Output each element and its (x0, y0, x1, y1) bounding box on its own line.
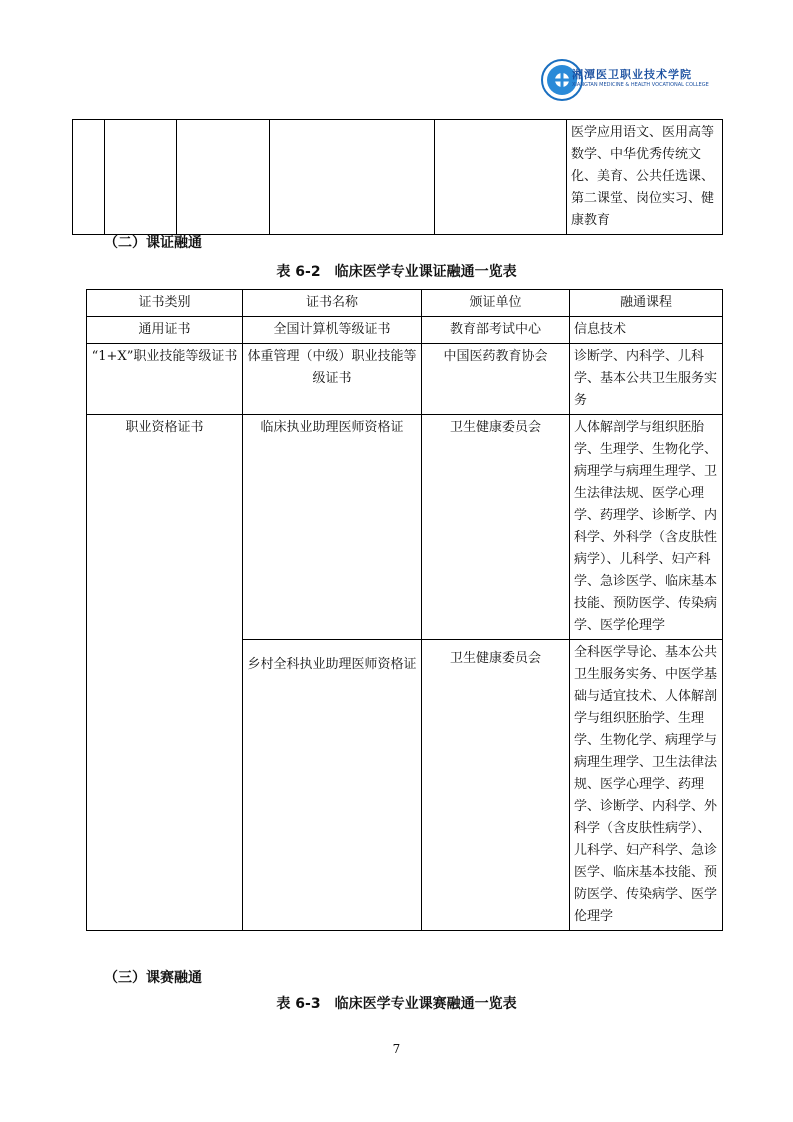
table-cell (105, 120, 177, 235)
table-cell: 教育部考试中心 (422, 317, 570, 344)
table-cell: 医学应用语文、医用高等数学、中华优秀传统文化、美育、公共任选课、第二课堂、岗位实习、健康教育 (567, 120, 723, 235)
table-row (87, 344, 723, 415)
table-cell: 卫生健康委员会 (422, 415, 570, 640)
certificate-table (86, 289, 723, 931)
table-cell: 信息技术 (570, 317, 723, 344)
continued-table (72, 119, 723, 235)
table-row (73, 120, 723, 235)
column-header: 证书名称 (243, 290, 422, 317)
table-cell: 临床执业助理医师资格证 (243, 415, 422, 640)
table-cell: 全科医学导论、基本公共卫生服务实务、中医学基础与适宜技术、人体解剖学与组织胚胎学、生理学、生物化学、病理学与病理生理学、卫生法律法规、医学心理学、药理学、诊断学、内科学、外科学（含皮肤性病学）、儿科学、妇产科学、急诊医学、临床基本技能、预防医学、传染病学、医学伦理学 (570, 640, 723, 931)
section-title: （三）课赛融通 (104, 970, 202, 986)
table-cell (73, 120, 105, 235)
table-cell: 诊断学、内科学、儿科学、基本公共卫生服务实务 (570, 344, 723, 415)
table-cell (435, 120, 567, 235)
section-title: （二）课证融通 (104, 235, 202, 251)
column-header: 证书类别 (87, 290, 243, 317)
table-cell: 全国计算机等级证书 (243, 317, 422, 344)
table-cell (177, 120, 270, 235)
table-caption: 表 6-2 临床医学专业课证融通一览表 (276, 264, 517, 280)
page-number: 7 (392, 1042, 401, 1056)
table-row (87, 317, 723, 344)
table-caption: 表 6-3 临床医学专业课赛融通一览表 (276, 996, 517, 1012)
table-cell: “1+X”职业技能等级证书 (87, 344, 243, 415)
table-row (87, 415, 723, 640)
table-cell: 乡村全科执业助理医师资格证 (243, 640, 422, 931)
column-header: 融通课程 (570, 290, 723, 317)
table-cell (270, 120, 435, 235)
table-cell: 卫生健康委员会 (422, 640, 570, 931)
table-cell: 职业资格证书 (87, 415, 243, 931)
college-name: 湘潭医卫职业技术学院 (572, 68, 692, 81)
table-header-row (87, 290, 723, 317)
table-cell: 人体解剖学与组织胚胎学、生理学、生物化学、病理学与病理生理学、卫生法律法规、医学心理学、药理学、诊断学、内科学、外科学（含皮肤性病学）、儿科学、妇产科学、急诊医学、临床基本技能、预防医学、传染病学、医学伦理学 (570, 415, 723, 640)
table-cell: 中国医药教育协会 (422, 344, 570, 415)
column-header: 颁证单位 (422, 290, 570, 317)
table-cell: 体重管理（中级）职业技能等级证书 (243, 344, 422, 415)
table-cell: 通用证书 (87, 317, 243, 344)
college-name-en: XIANGTAN MEDICINE & HEALTH VOCATIONAL COLLEGE (572, 82, 709, 88)
